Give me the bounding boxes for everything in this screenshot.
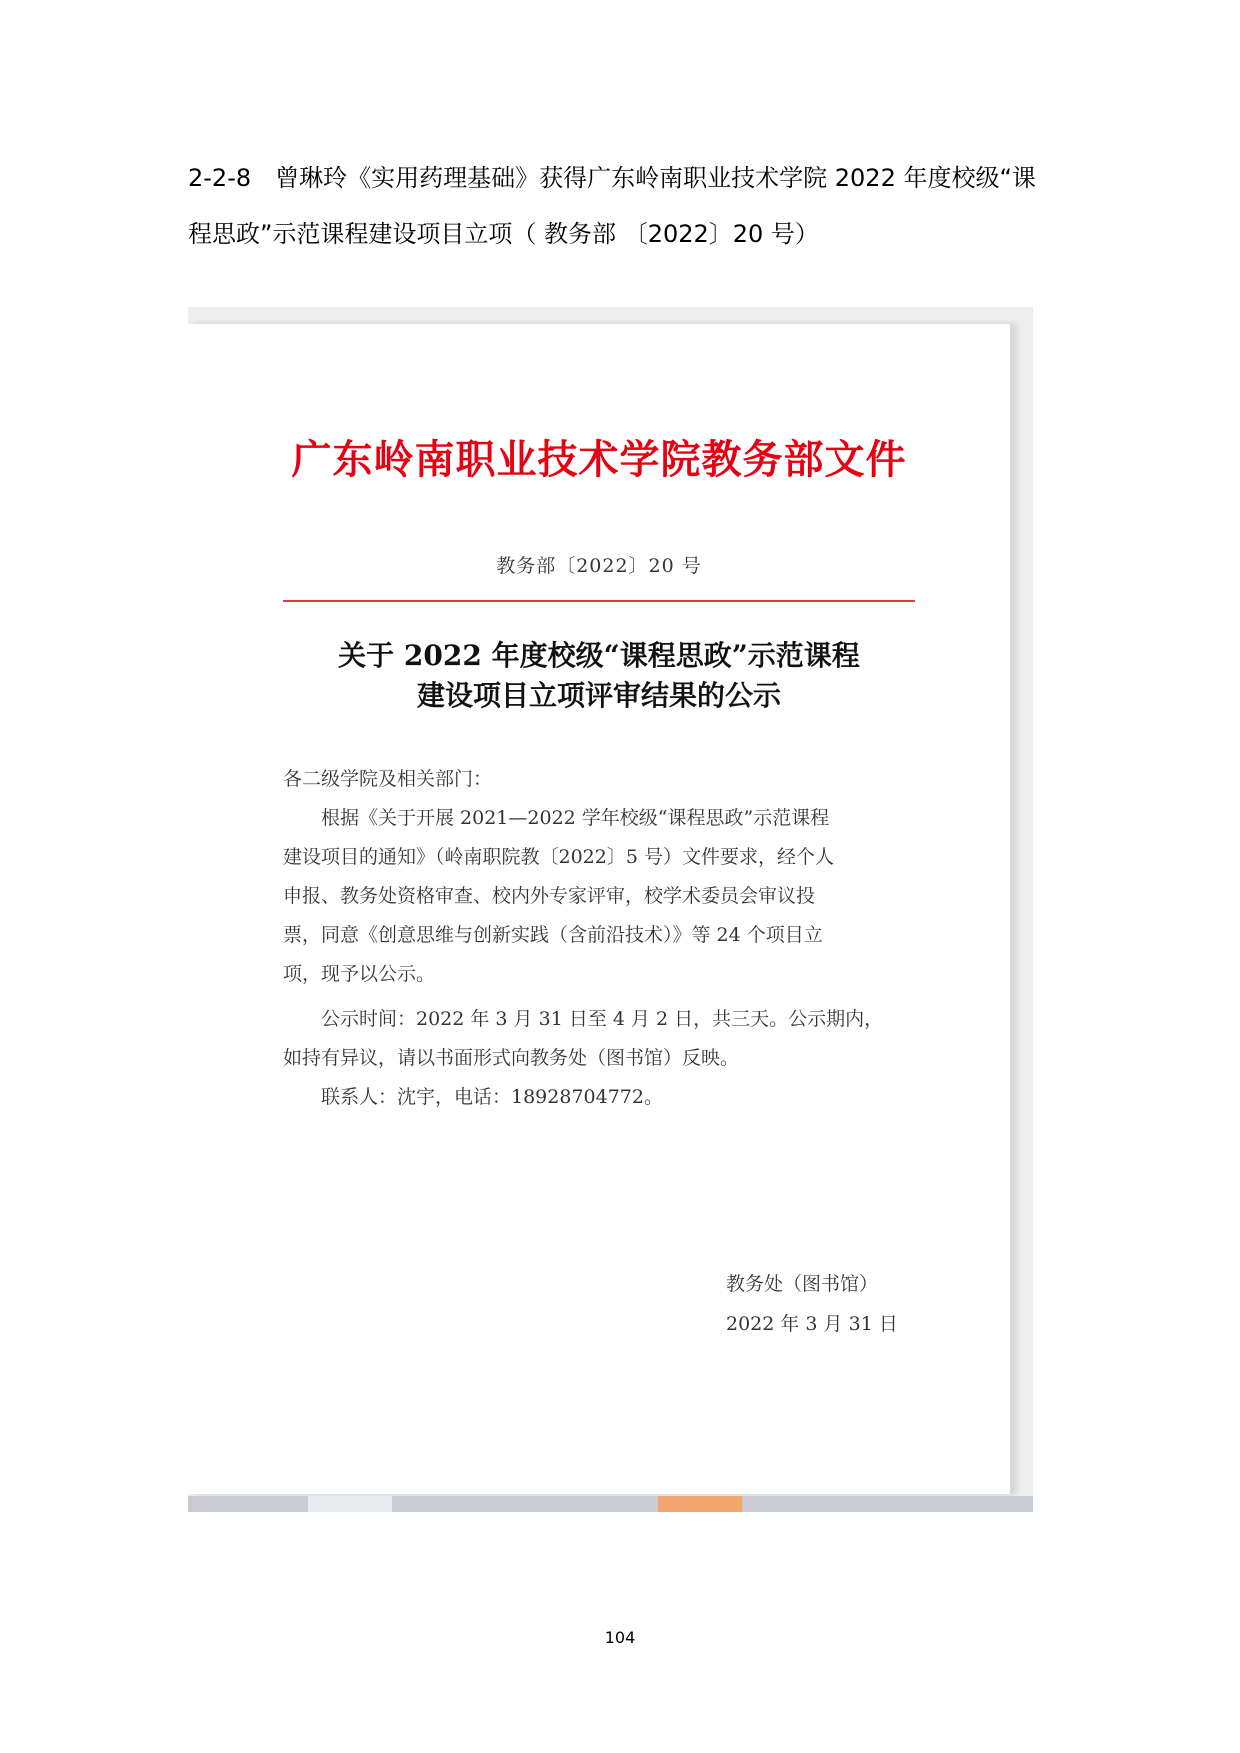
body-line: 建设项目的通知》（岭南职院教〔2022〕5 号）文件要求，经个人 [283, 846, 834, 868]
notice-title-line-1: 关于 2022 年度校级“课程思政”示范课程 [338, 639, 860, 672]
body-line: 票，同意《创意思维与创新实践（含前沿技术）》等 24 个项目立 [283, 924, 823, 946]
caption-line-2: 程思政”示范课程建设项目立项（ 教务部 〔2022〕20 号） [188, 220, 819, 248]
body-line: 项，现予以公示。 [283, 963, 436, 985]
body-line: 各二级学院及相关部门： [283, 768, 493, 790]
body-line: 申报、教务处资格审查、校内外专家评审，校学术委员会审议投 [283, 885, 816, 907]
notice-body [283, 760, 923, 1117]
signing-date: 2022 年 3 月 31 日 [726, 1313, 898, 1335]
viewer-bar-accent-segment [658, 1496, 742, 1512]
embedded-document-screenshot [188, 307, 1033, 1512]
viewer-bottom-bar [188, 1496, 1033, 1512]
caption-line-1: 2-2-8 曾琳玲《实用药理基础》获得广东岭南职业技术学院 2022 年度校级“课 [188, 164, 1036, 192]
document-page [188, 324, 1010, 1494]
figure-caption [188, 150, 1058, 262]
notice-title-line-2: 建设项目立项评审结果的公示 [416, 679, 781, 712]
document-red-header: 广东岭南职业技术学院教务部文件 [291, 436, 907, 483]
body-line: 根据《关于开展 2021—2022 学年校级“课程思政”示范课程 [283, 807, 830, 829]
signature-block [726, 1264, 898, 1344]
body-line: 公示时间：2022 年 3 月 31 日至 4 月 2 日，共三天。公示期内， [283, 1008, 884, 1030]
red-divider-line [283, 600, 915, 602]
body-line: 如持有异议，请以书面形式向教务处（图书馆）反映。 [283, 1047, 740, 1069]
signing-office: 教务处（图书馆） [726, 1273, 879, 1295]
body-line: 联系人：沈宇，电话：18928704772。 [283, 1086, 663, 1108]
document-number: 教务部〔2022〕20 号 [496, 555, 702, 577]
notice-title [188, 636, 1010, 716]
page-number: 104 [604, 1628, 636, 1647]
viewer-bar-segment [308, 1496, 392, 1512]
